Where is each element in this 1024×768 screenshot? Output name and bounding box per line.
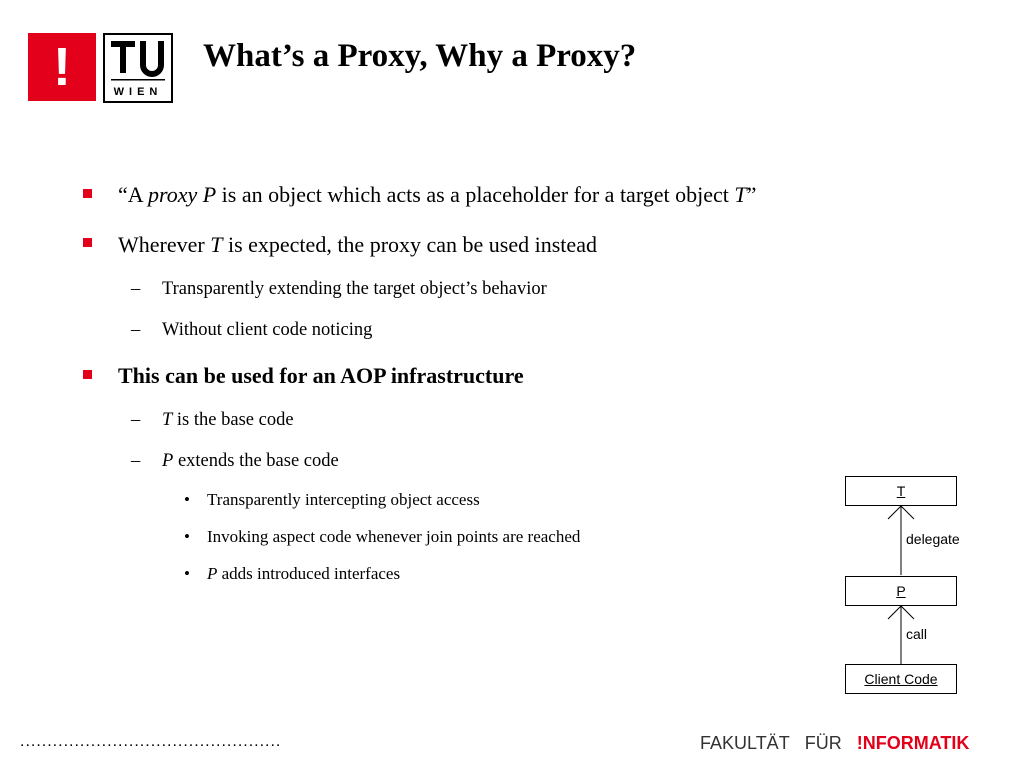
bullet-3-sub-1-t: T [162, 410, 173, 430]
exclamation-logo [28, 33, 96, 101]
dot-marker: • [184, 527, 190, 546]
dot-marker: • [184, 490, 190, 509]
bullet-2-t: T [210, 232, 223, 257]
dash-marker: – [131, 410, 141, 430]
bullet-2-sub-2: Without client code noticing [162, 320, 373, 340]
footer-fakultaet: FAKULTÄT [700, 733, 790, 753]
bullet-1-t: T [734, 182, 747, 207]
bullet-1-quote-open: “A [118, 182, 148, 207]
bullet-3-sub-1-text: is the base code [172, 410, 294, 430]
bullet-3-item-1: Transparently intercepting object access [207, 490, 480, 509]
bullet-3-item-2: Invoking aspect code whenever join points are reached [207, 527, 581, 546]
bullet-1 [118, 182, 756, 208]
bullet-3-sub-2 [162, 451, 339, 472]
diagram-label-delegate: delegate [906, 531, 960, 547]
footer-informatik: !NFORMATIK [856, 733, 970, 753]
bullet-1-text: is an object which acts as a placeholder for a target object [216, 182, 735, 207]
tu-wien-logo [103, 33, 173, 103]
bullet-2-sub-1: Transparently extending the target object’s behavior [162, 279, 547, 299]
svg-text:WIEN: WIEN [113, 86, 163, 98]
bullet-3-sub-2-p: P [162, 451, 174, 471]
bullet-2-pre: Wherever [118, 232, 211, 257]
bullet-square-3 [83, 370, 92, 379]
dot-marker: • [184, 564, 190, 583]
bullet-2-post: is expected, the proxy can be used instead [222, 232, 597, 257]
bullet-3-item-3-text: adds introduced interfaces [217, 564, 401, 583]
bullet-3: This can be used for an AOP infrastructure [118, 363, 524, 388]
tu-wien-logo-graphic [105, 35, 171, 101]
bullet-square-2 [83, 238, 92, 247]
exclamation-mark: ! [53, 37, 71, 97]
bullet-1-proxy-p: proxy P [147, 182, 217, 207]
bullet-3-item-3-p: P [207, 564, 218, 583]
bullet-square-1 [83, 189, 92, 198]
page-title: What’s a Proxy, Why a Proxy? [203, 38, 637, 74]
bullet-1-quote-close: ” [746, 182, 757, 207]
bullet-2 [118, 232, 597, 258]
bullet-3-item-3 [207, 564, 400, 584]
dash-marker: – [131, 320, 141, 340]
bullet-3-sub-1 [162, 410, 294, 431]
footer-faculty-logo [700, 733, 969, 754]
dash-marker: – [131, 451, 141, 471]
footer-fuer: FÜR [804, 733, 842, 753]
diagram-label-call: call [906, 626, 928, 642]
bullet-3-sub-2-text: extends the base code [173, 451, 339, 471]
diagram-box-p: P [845, 576, 957, 606]
diagram-box-client-code: Client Code [845, 664, 957, 694]
diagram-box-t: T [845, 476, 957, 506]
dash-marker: – [131, 279, 141, 299]
footer-dotted-line: ................................................ [20, 733, 282, 750]
